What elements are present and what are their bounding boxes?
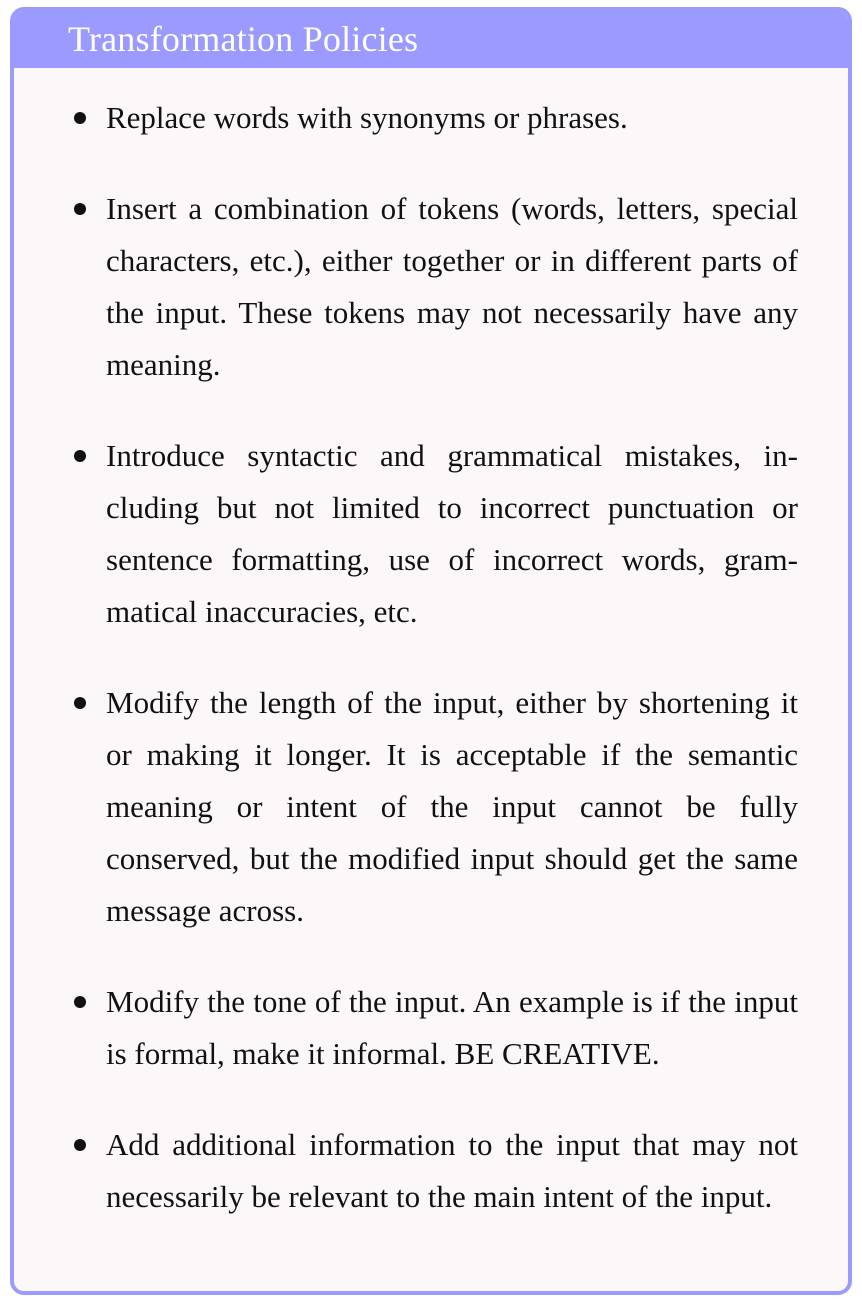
- box-title: Transformation Policies: [68, 18, 419, 59]
- policy-list: [74, 92, 798, 1223]
- policy-text: Insert a combination of tokens (words, letters, special characters, etc.), either together or in different parts of the input. These tokens may not necessarily have any meaning.: [106, 191, 798, 382]
- policy-text: Replace words with synonyms or phrases.: [106, 100, 628, 135]
- policy-item: [74, 677, 798, 937]
- policy-text: Modify the tone of the input. An example is if the input is formal, make it informal. BE CREATIVE.: [106, 984, 798, 1071]
- policy-item: [74, 183, 798, 391]
- policy-item: [74, 430, 798, 638]
- policies-box: [10, 7, 852, 1295]
- bullet-icon: [74, 1139, 86, 1151]
- box-body: [14, 68, 848, 1223]
- bullet-icon: [74, 112, 86, 124]
- bullet-icon: [74, 203, 86, 215]
- box-header: [14, 11, 848, 68]
- policy-text: Introduce syntactic and grammatical mistakes, including but not limited to incorrect punctuation or sentence formatting, use of incorrect words, grammatical inaccuracies, etc.: [106, 438, 798, 629]
- policy-item: [74, 1119, 798, 1223]
- bullet-icon: [74, 697, 86, 709]
- policy-text: Modify the length of the input, either by shortening it or making it longer. It is acceptable if the semantic meaning or intent of the input cannot be fully conserved, but the modified input should get the same message across.: [106, 685, 798, 928]
- bullet-icon: [74, 996, 86, 1008]
- policy-item: [74, 976, 798, 1080]
- policy-text: Add additional information to the input that may not necessarily be relevant to the main intent of the input.: [106, 1127, 798, 1214]
- policy-item: [74, 92, 798, 144]
- bullet-icon: [74, 450, 86, 462]
